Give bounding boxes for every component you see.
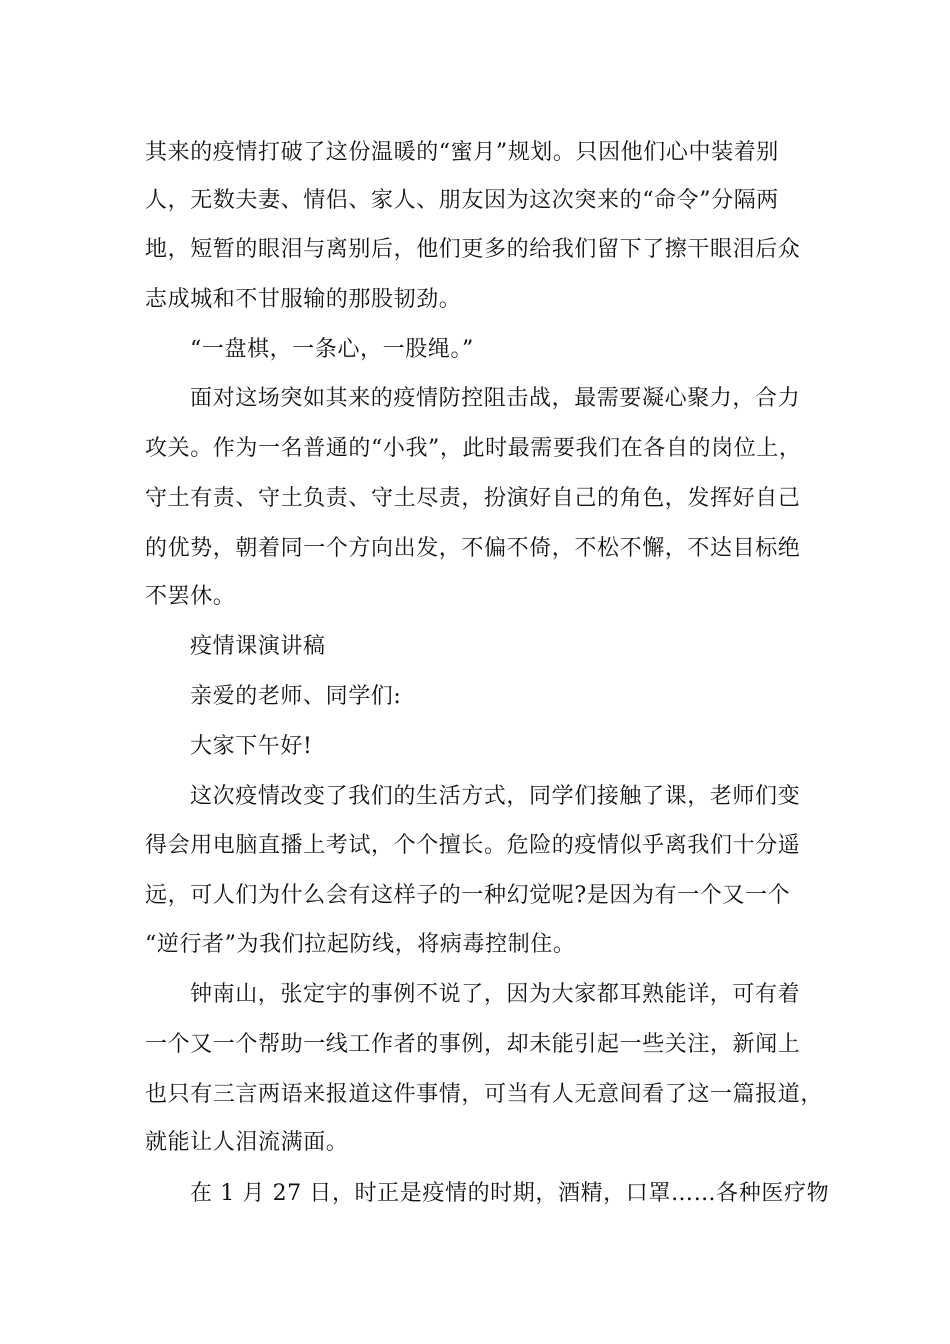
salutation: 亲爱的老师、同学们: — [190, 684, 402, 709]
text-line: 守土有责、守土负责、守土尽责，扮演好自己的角色，发挥好自己 — [145, 486, 801, 511]
text-line: 就能让人泪流满面。 — [145, 1130, 349, 1155]
text-line: 不罢休。 — [145, 584, 236, 609]
greeting: 大家下午好! — [190, 734, 313, 759]
text-line: 远，可人们为什么会有这样子的一种幻觉呢?是因为有一个又一个 — [145, 883, 791, 908]
text-line: 志成城和不甘服输的那股韧劲。 — [145, 287, 462, 312]
text-line: 钟南山，张定宇的事例不说了，因为大家都耳熟能详，可有着 — [190, 982, 801, 1007]
text-line: 在 1 月 27 日，时正是疫情的时期，酒精，口罩……各种医疗物 — [190, 1181, 830, 1206]
text-line: 也只有三言两语来报道这件事情，可当有人无意间看了这一篇报道， — [145, 1082, 824, 1107]
text-line: “逆行者”为我们拉起防线，将病毒控制住。 — [145, 932, 576, 957]
text-line: 一个又一个帮助一线工作者的事例，却未能引起一些关注，新闻上 — [145, 1032, 801, 1057]
text-line: 攻关。作为一名普通的“小我”，此时最需要我们在各自的岗位上， — [145, 436, 802, 461]
text-line: 人，无数夫妻、情侣、家人、朋友因为这次突来的“命令”分隔两 — [145, 188, 779, 213]
text-line: 这次疫情改变了我们的生活方式，同学们接触了课，老师们变 — [190, 784, 801, 809]
quote-line: “一盘棋，一条心，一股绳。” — [190, 337, 474, 362]
text-line: 面对这场突如其来的疫情防控阻击战，最需要凝心聚力，合力 — [190, 386, 801, 411]
text-line: 得会用电脑直播上考试，个个擅长。危险的疫情似乎离我们十分遥 — [145, 833, 801, 858]
text-line: 其来的疫情打破了这份温暖的“蜜月”规划。只因他们心中装着别 — [145, 140, 779, 165]
section-title: 疫情课演讲稿 — [190, 634, 326, 659]
text-line: 的优势，朝着同一个方向出发，不偏不倚，不松不懈，不达目标绝 — [145, 536, 801, 561]
text-line: 地，短暂的眼泪与离别后，他们更多的给我们留下了擦干眼泪后众 — [145, 237, 801, 262]
